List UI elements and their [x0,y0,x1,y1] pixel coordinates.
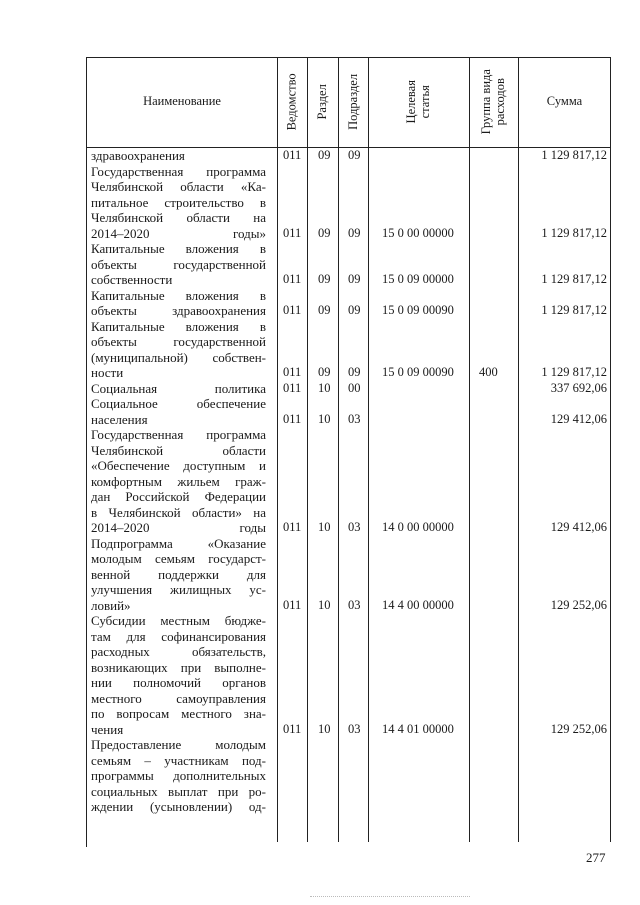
header-name [87,58,277,146]
row-name [91,319,266,381]
header-gruppa-line-2: расходов [493,78,508,126]
row-name-line: социальных выплат при ро- [91,783,266,799]
row-ved: 011 [283,597,302,612]
row-name [91,536,266,614]
header-gruppa-text [480,69,508,134]
header-gruppa [470,58,518,146]
row-celevaya: 14 4 01 00000 [382,721,454,736]
row-ved: 011 [283,148,302,162]
row-name-line: венной поддержки для [91,566,266,582]
row-name-line: Государственная программа [91,163,266,179]
table-col-line-2 [307,57,308,842]
row-name-line: ности [91,365,124,380]
row-name-line: программы дополнительных [91,768,266,783]
row-podrazdel: 03 [348,520,361,534]
row-podrazdel: 09 [348,148,361,162]
row-name-line: (муниципальной) собствен- [91,349,266,365]
row-name [91,396,266,427]
row-celevaya: 15 0 00 00000 [382,225,454,240]
header-celevaya-text [405,80,433,123]
row-summa: 129 252,06 [550,597,607,612]
row-ved: 011 [283,520,302,534]
row-name-line: возникающих при выполне- [91,659,266,675]
row-razdel: 10 [318,721,331,736]
row-ved: 011 [283,272,302,286]
row-name-line: ловий» [91,597,131,613]
row-name-line: семьям – участникам под- [91,752,266,768]
row-podrazdel: 03 [348,411,361,426]
row-name-line: дан Российской Федерации [91,489,266,504]
row-ved: 011 [283,380,302,395]
row-name-line: нии полномочий органов [91,675,266,690]
table-col-line-left [86,57,87,847]
header-razdel [308,58,338,146]
header-ved-text: Ведомство [284,73,299,131]
row-razdel: 09 [318,148,331,162]
row-name-line: молодым семьям государст- [91,551,266,566]
row-name [91,737,266,815]
row-summa: 1 129 817,12 [541,303,607,317]
row-name-line: Челябинской области «Ка- [91,179,266,194]
row-name-line: Государственная программа [91,427,266,442]
row-summa: 1 129 817,12 [541,225,607,240]
row-name-line: «Обеспечение доступным и [91,458,266,473]
row-name [91,241,266,288]
row-name-line: Капитальные вложения в [91,287,266,303]
row-name-line: там для софинансирования [91,628,266,644]
table-col-line-3 [338,57,339,842]
row-name-line: ждении (усыновлении) од- [91,799,266,814]
table-col-line-right [610,57,611,842]
header-ved [278,58,307,146]
row-podrazdel: 03 [348,721,361,736]
header-celevaya [369,58,469,146]
row-summa: 1 129 817,12 [541,365,607,379]
header-name-text: Наименование [143,94,221,109]
row-celevaya: 15 0 09 00090 [382,303,454,317]
row-name-line: населения [91,411,148,427]
row-name-line: питальное строительство в [91,194,266,210]
header-summa [519,58,610,146]
row-name [91,148,266,164]
header-summa-text: Сумма [546,94,583,109]
table-col-line-4 [368,57,369,842]
row-name-line: 2014–2020 годы» [91,225,266,241]
row-name-line: объекты государственной [91,334,266,349]
header-razdel-text: Раздел [315,84,330,120]
row-name-line: объекты здравоохранения [91,303,266,318]
row-summa: 129 412,06 [550,411,607,426]
row-summa: 129 412,06 [550,520,607,534]
row-podrazdel: 00 [348,380,361,395]
row-podrazdel: 09 [348,272,361,286]
row-name-line: расходных обязательств, [91,644,266,659]
row-name [91,613,266,737]
row-name-line: Капитальные вложения в [91,318,266,334]
row-ved: 011 [283,225,302,240]
table-col-line-1 [277,57,278,842]
row-podrazdel: 09 [348,225,361,240]
row-razdel: 09 [318,365,331,379]
row-podrazdel: 09 [348,365,361,379]
row-name-line: Челябинской области [91,442,266,458]
row-summa: 1 129 817,12 [541,148,607,162]
row-name-line: чения [91,721,124,737]
row-name [91,381,266,397]
scan-artifact-line [310,896,470,897]
row-summa: 337 692,06 [550,380,607,395]
row-razdel: 09 [318,272,331,286]
row-razdel: 10 [318,380,331,395]
row-name-line: Социальная политика [91,380,266,396]
row-name-line: 2014–2020 годы [91,520,266,535]
page-number: 277 [586,850,606,865]
row-name-line: Субсидии местным бюдже- [91,613,266,628]
table-col-line-6 [518,57,519,842]
row-ved: 011 [283,303,302,317]
header-celevaya-line-1: Целевая [404,80,419,124]
row-name-line: Подпрограмма «Оказание [91,535,266,551]
row-name [91,288,266,319]
row-name-line: местного самоуправления [91,690,266,706]
row-name-line: Предоставление молодым [91,737,266,752]
row-name-line: улучшения жилищных ус- [91,582,266,597]
row-ved: 011 [283,411,302,426]
row-podrazdel: 09 [348,303,361,317]
row-celevaya: 14 0 00 00000 [382,520,454,534]
row-celevaya: 15 0 09 00090 [382,365,454,379]
row-razdel: 10 [318,411,331,426]
row-celevaya: 15 0 09 00000 [382,272,454,286]
row-name-line: Социальное обеспечение [91,396,266,411]
row-name-line: в Челябинской области» на [91,504,266,520]
row-name-line: по вопросам местного зна- [91,706,266,721]
row-razdel: 09 [318,225,331,240]
header-podrazdel [339,58,368,146]
row-podrazdel: 03 [348,597,361,612]
table-col-line-5 [469,57,470,842]
row-name-line: собственности [91,272,173,287]
row-celevaya: 14 4 00 00000 [382,597,454,612]
header-gruppa-line-1: Группа вида [479,69,494,135]
row-name [91,427,266,536]
header-podrazdel-text: Подраздел [345,74,360,130]
row-name-line: объекты государственной [91,256,266,272]
row-razdel: 09 [318,303,331,317]
row-summa: 129 252,06 [550,721,607,736]
row-name-line: здравоохранения [91,148,185,163]
row-ved: 011 [283,365,302,379]
row-name-line: Капитальные вложения в [91,241,266,256]
row-razdel: 10 [318,597,331,612]
row-name [91,164,266,242]
row-name-line: Челябинской области на [91,210,266,225]
row-gruppa: 400 [479,365,498,379]
row-summa: 1 129 817,12 [541,272,607,286]
row-razdel: 10 [318,520,331,534]
row-ved: 011 [283,721,302,736]
row-name-line: комфортным жильем граж- [91,473,266,489]
header-celevaya-line-2: статья [418,85,432,119]
